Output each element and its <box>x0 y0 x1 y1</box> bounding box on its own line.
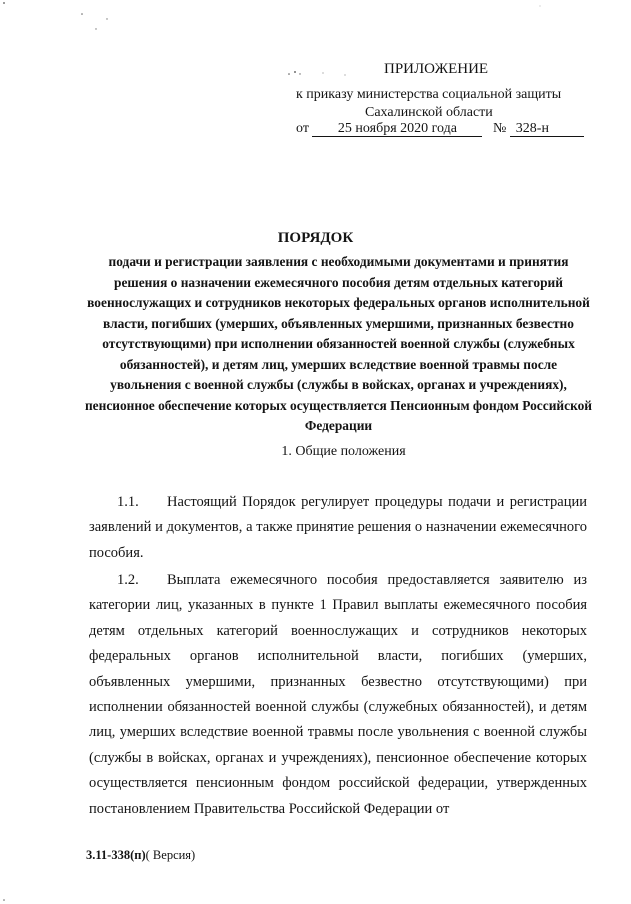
appendix-date-line <box>296 121 596 137</box>
appendix-region-line: Сахалинской области <box>365 105 493 120</box>
number-sign: № <box>492 121 507 136</box>
appendix-title: ПРИЛОЖЕНИЕ <box>384 61 489 77</box>
appendix-order-line: к приказу министерства социальной защиты <box>296 87 562 102</box>
order-number: 328-н <box>510 121 584 137</box>
document-subtitle: подачи и регистрации заявления с необходимыми документами и принятия решения о назначении ежемесячного пособия детям отдельных категорий военнослужащих и сотрудников некоторых федеральных органов исполнительной власти, погибших (умерших, объявленных умершими, признанных безвестно отсутствующими) при исполнении обязанностей военной службы (служебных обязанностей), и детям лиц, умерших вследствие военной травмы после увольнения с военной службы (службы в войсках, органах и учреждениях), пенсионное обеспечение которых осуществляется Пенсионным фондом Российской Федерации <box>84 254 593 433</box>
paragraph <box>89 490 587 566</box>
paragraph <box>89 568 587 822</box>
paragraph-number: 1.2. <box>117 572 139 588</box>
order-date: 25 ноября 2020 года <box>312 121 482 137</box>
footer-version <box>86 848 195 863</box>
footer-version-label: ( Версия) <box>145 848 196 862</box>
document-title: ПОРЯДОК <box>277 230 354 246</box>
date-prefix: от <box>296 121 309 136</box>
paragraph-text: Выплата ежемесячного пособия предоставляется заявителю из категории лиц, указанных в пункте 1 Правил выплаты ежемесячного пособия детям отдельных категорий военнослужащих и сотрудников некоторых федеральных органов исполнительной власти, погибших (умерших, объявленных умершими, признанных безвестно отсутствующими) при исполнении обязанностей военной службы (служебных обязанностей), и детям лиц, умерших вследствие военной травмы после увольнения с военной службы (службы в войсках, органах и учреждениях), пенсионное обеспечение которых осуществляется пенсионным фондом российской федерации, утвержденных постановлением Правительства Российской Федерации от <box>89 572 587 817</box>
footer-code: 3.11-338(п) <box>86 848 146 862</box>
paragraph-text: Настоящий Порядок регулирует процедуры подачи и регистрации заявлений и документов, а также принятие решения о назначении ежемесячного пособия. <box>89 494 587 561</box>
section-heading: 1. Общие положения <box>281 444 406 459</box>
paragraph-number: 1.1. <box>117 494 139 510</box>
